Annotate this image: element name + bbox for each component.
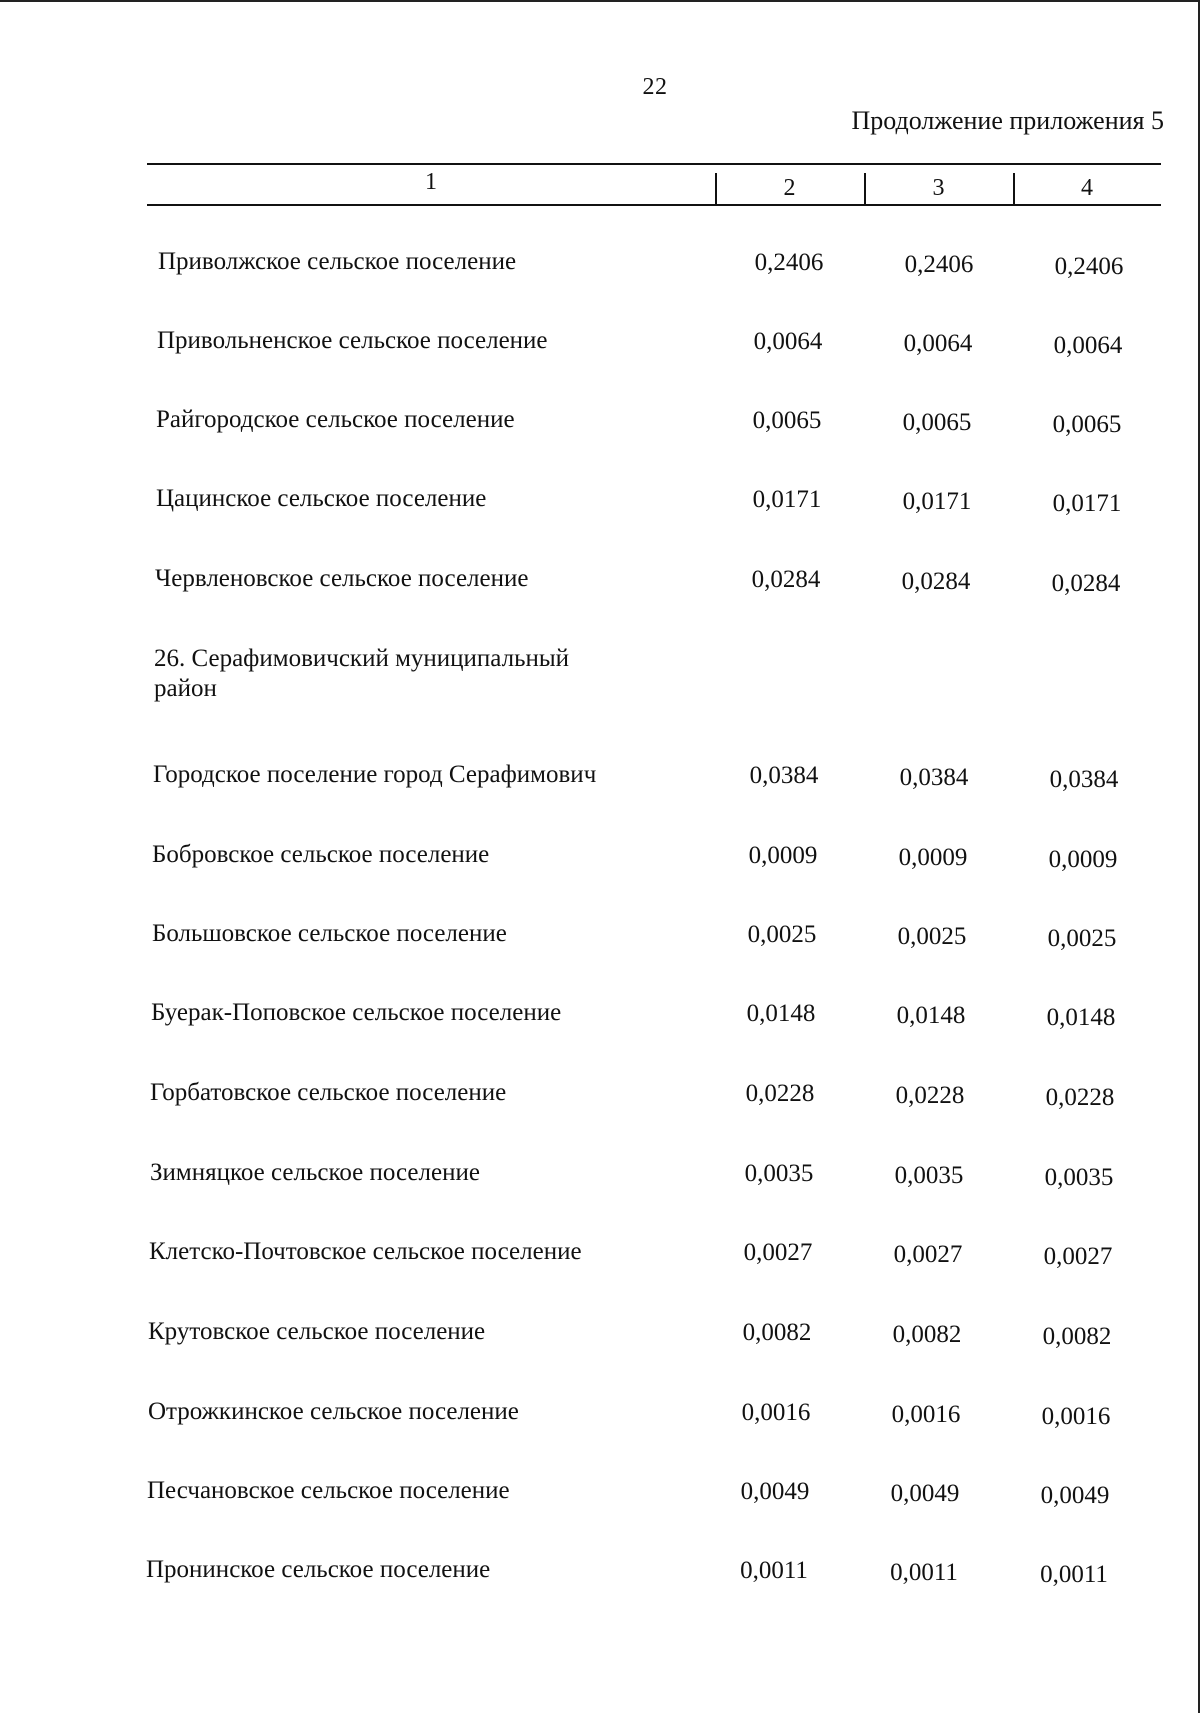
- row-value-col-2: 0,0035: [744, 1160, 814, 1187]
- row-value-col-2: 0,0064: [753, 328, 823, 355]
- row-value-col-4: 0,0284: [1051, 570, 1121, 597]
- row-value-col-2: 0,0384: [749, 762, 819, 789]
- row-label: 26. Серафимовичский муниципальный район: [154, 645, 570, 702]
- row-value-col-2: 0,0228: [745, 1080, 815, 1107]
- row-value-col-3: 0,0016: [891, 1401, 961, 1428]
- row-value-col-4: 0,0025: [1047, 925, 1117, 952]
- row-value-col-3: 0,0049: [890, 1480, 960, 1507]
- header-col-4: 4: [1081, 175, 1093, 201]
- row-value-col-3: 0,0009: [898, 844, 968, 871]
- page-number: 22: [642, 74, 668, 100]
- row-label: Городское поселение город Серафимович: [153, 761, 597, 788]
- row-label: Отрожкинское сельское поселение: [148, 1398, 519, 1425]
- row-value-col-3: 0,0228: [895, 1082, 965, 1109]
- row-label: Буерак-Поповское сельское поселение: [151, 999, 562, 1026]
- row-value-col-4: 0,2406: [1054, 253, 1124, 280]
- row-label: Цацинское сельское поселение: [156, 485, 487, 512]
- row-value-col-4: 0,0049: [1040, 1482, 1110, 1509]
- row-value-col-2: 0,0171: [752, 486, 822, 513]
- row-value-col-3: 0,0384: [899, 764, 969, 791]
- row-value-col-4: 0,0035: [1044, 1164, 1114, 1191]
- row-value-col-4: 0,0171: [1052, 490, 1122, 517]
- row-label: Бобровское сельское поселение: [152, 841, 490, 868]
- header-col-2: 2: [783, 175, 796, 201]
- header-top-rule: [147, 163, 1161, 165]
- row-value-col-3: 0,0027: [893, 1241, 963, 1268]
- row-value-col-4: 0,0027: [1043, 1243, 1113, 1270]
- row-label: Песчановское сельское поселение: [147, 1477, 510, 1504]
- row-value-col-3: 0,0025: [897, 923, 967, 950]
- row-value-col-3: 0,0148: [896, 1002, 966, 1029]
- row-value-col-3: 0,0082: [892, 1321, 962, 1348]
- row-value-col-3: 0,0171: [902, 488, 972, 515]
- row-label: Большовское сельское поселение: [152, 920, 507, 947]
- row-value-col-2: 0,0148: [746, 1000, 816, 1027]
- row-value-col-4: 0,0011: [1040, 1561, 1108, 1588]
- row-value-col-2: 0,0284: [751, 566, 821, 593]
- row-value-col-3: 0,0035: [894, 1162, 964, 1189]
- row-label: Райгородское сельское поселение: [156, 406, 515, 433]
- row-value-col-3: 0,0065: [902, 409, 972, 436]
- row-value-col-4: 0,0228: [1045, 1084, 1115, 1111]
- table-header: [147, 163, 1161, 208]
- row-value-col-2: 0,2406: [754, 249, 824, 276]
- row-value-col-2: 0,0027: [743, 1239, 813, 1266]
- row-value-col-3: 0,2406: [904, 251, 974, 278]
- row-value-col-2: 0,0009: [748, 842, 818, 869]
- row-value-col-4: 0,0016: [1041, 1403, 1111, 1430]
- page-top-edge: [0, 0, 1200, 2]
- row-value-col-2: 0,0049: [740, 1478, 810, 1505]
- row-value-col-4: 0,0064: [1053, 332, 1123, 359]
- header-col-3: 3: [932, 175, 945, 201]
- header-col-1: 1: [425, 169, 437, 195]
- row-label: Червленовское сельское поселение: [155, 565, 529, 592]
- row-value-col-2: 0,0025: [747, 921, 817, 948]
- row-label: Привольненское сельское поселение: [157, 327, 548, 354]
- row-value-col-3: 0,0284: [901, 568, 971, 595]
- row-label: Клетско-Почтовское сельское поселение: [149, 1238, 582, 1265]
- row-label: Крутовское сельское поселение: [148, 1318, 486, 1345]
- row-label: Пронинское сельское поселение: [146, 1556, 491, 1583]
- row-label: Приволжское сельское поселение: [158, 248, 517, 275]
- row-label: Горбатовское сельское поселение: [150, 1079, 507, 1106]
- row-value-col-4: 0,0082: [1042, 1323, 1112, 1350]
- row-value-col-3: 0,0064: [903, 330, 973, 357]
- row-value-col-2: 0,0065: [752, 407, 822, 434]
- row-value-col-2: 0,0082: [742, 1319, 812, 1346]
- header-bottom-rule: [147, 204, 1161, 206]
- row-value-col-4: 0,0148: [1046, 1004, 1116, 1031]
- row-label: Зимняцкое сельское поселение: [150, 1159, 480, 1186]
- row-value-col-2: 0,0016: [741, 1399, 811, 1426]
- row-value-col-4: 0,0065: [1052, 411, 1122, 438]
- row-value-col-4: 0,0384: [1049, 766, 1119, 793]
- row-value-col-4: 0,0009: [1048, 846, 1118, 873]
- row-value-col-2: 0,0011: [740, 1557, 808, 1584]
- appendix-continuation-note: Продолжение приложения 5: [851, 106, 1164, 135]
- row-value-col-3: 0,0011: [890, 1559, 958, 1586]
